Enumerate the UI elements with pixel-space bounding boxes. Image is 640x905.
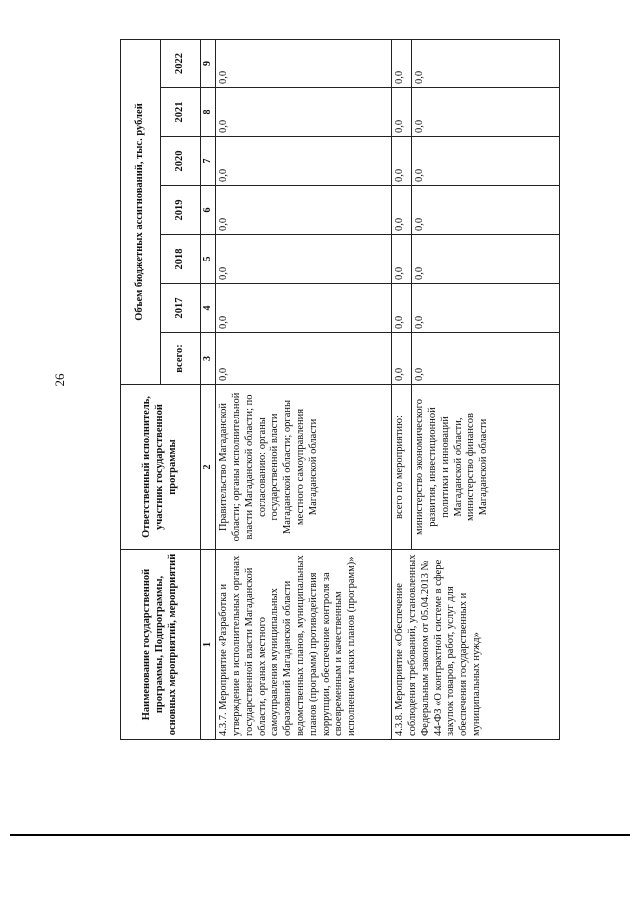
row-value: 0,0 [392, 284, 412, 333]
row-value: 0,0 [392, 137, 412, 186]
row-value: 0,0 [412, 333, 560, 385]
header-row [121, 40, 161, 740]
row-value: 0,0 [216, 186, 392, 235]
header-year: 2021 [161, 88, 201, 137]
header-budget-group: Объем бюджетных ассигнований, тыс. рублей [121, 40, 161, 385]
budget-table [120, 39, 560, 740]
col-index: 5 [201, 235, 216, 284]
table-row [392, 40, 412, 740]
header-total: всего: [161, 333, 201, 385]
col-index: 6 [201, 186, 216, 235]
row-value: 0,0 [392, 186, 412, 235]
header-year: 2022 [161, 40, 201, 88]
row-executor: министерство экономического развития, инвестиционной политики и инноваций Магаданской области, министерство финансов Магаданской области [412, 385, 560, 550]
page-number: 26 [52, 373, 67, 387]
page-divider [10, 834, 630, 836]
row-value: 0,0 [216, 235, 392, 284]
row-value: 0,0 [216, 333, 392, 385]
row-value: 0,0 [412, 88, 560, 137]
col-index: 1 [201, 550, 216, 740]
header-year: 2019 [161, 186, 201, 235]
col-index: 3 [201, 333, 216, 385]
header-executor-col: Ответственный исполнитель, участник государственной программы [121, 385, 201, 550]
row-value: 0,0 [392, 88, 412, 137]
col-index: 2 [201, 385, 216, 550]
column-index-row [201, 40, 216, 740]
header-year: 2018 [161, 235, 201, 284]
col-index: 7 [201, 137, 216, 186]
row-value: 0,0 [412, 186, 560, 235]
table-row [216, 40, 392, 740]
rotated-page-content [120, 40, 560, 740]
col-index: 9 [201, 40, 216, 88]
row-name: 4.3.7. Мероприятие «Разработка и утверждение в исполнительных органах государственной власти Магаданской области, органах местного самоуправления муниципальных образований Магаданской области ведомственных планов, муниципальных планов (программ) противодействия коррупции, обеспечение контроля за своевременным и качественным исполнением таких планов (программ)» [216, 550, 392, 740]
row-value: 0,0 [412, 137, 560, 186]
row-value: 0,0 [412, 40, 560, 88]
row-value: 0,0 [216, 40, 392, 88]
col-index: 4 [201, 284, 216, 333]
row-value: 0,0 [216, 284, 392, 333]
row-executor: всего по мероприятию: [392, 385, 412, 550]
row-value: 0,0 [392, 333, 412, 385]
row-name: 4.3.8. Мероприятие «Обеспечение соблюдения требований, установленных Федеральным законом от 05.04.2013 № 44-ФЗ «О контрактной системе в сфере закупок товаров, работ, услуг для обеспечения государственных и муниципальных нужд» [392, 550, 560, 740]
row-value: 0,0 [392, 235, 412, 284]
row-value: 0,0 [412, 235, 560, 284]
header-year: 2020 [161, 137, 201, 186]
row-executor: Правительство Магаданской области; органы исполнительной власти Магаданской области; по согласованию: органы государственной власти Магаданской области; органы местного самоуправления Магаданской области [216, 385, 392, 550]
header-name-col: Наименование государственной программы, Подпрограммы, основных мероприятий, мероприятий [121, 550, 201, 740]
row-value: 0,0 [216, 88, 392, 137]
header-year: 2017 [161, 284, 201, 333]
col-index: 8 [201, 88, 216, 137]
row-value: 0,0 [412, 284, 560, 333]
row-value: 0,0 [392, 40, 412, 88]
row-value: 0,0 [216, 137, 392, 186]
